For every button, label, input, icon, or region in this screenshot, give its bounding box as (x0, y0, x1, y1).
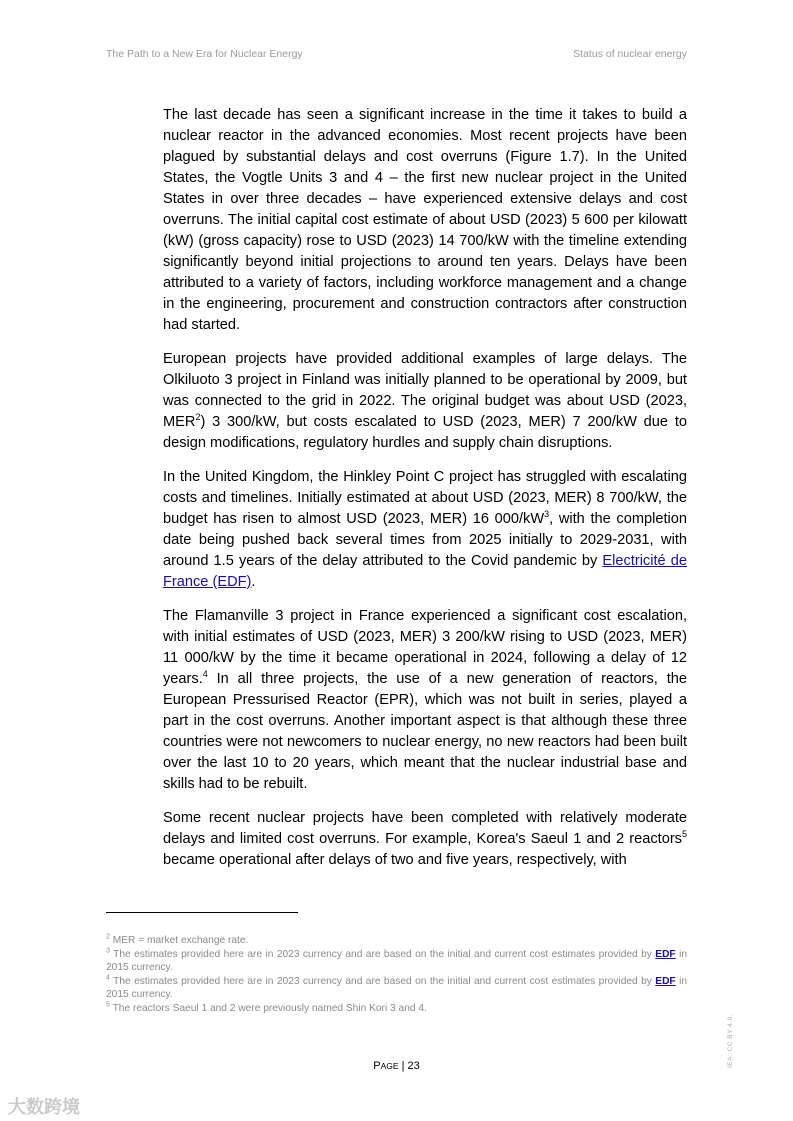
footnote-ref[interactable]: 2 (195, 412, 201, 423)
footnote-text: in 2015 currency. (106, 975, 687, 1000)
footnote-4 (106, 975, 687, 1002)
text: ) 3 300/kW, but costs escalated to USD (2023, MER) 7 200/kW due to design modifications, regulatory hurdles and supply chain disruptions. (163, 414, 687, 451)
paragraph-hinkley (163, 467, 687, 593)
running-header-title: The Path to a New Era for Nuclear Energy (106, 48, 303, 60)
text: Some recent nuclear projects have been completed with relatively moderate delays and limited cost overruns. For example, Korea's Saeul 1 and 2 reactors (163, 810, 687, 847)
text: In all three projects, the use of a new generation of reactors, the European Pressurised Reactor (EPR), which was not built in series, played a part in the cost overruns. Another important aspect is that although these three countries were not newcomers to nuclear energy, no new reactors had been built over the last 10 to 20 years, which meant that the nuclear industrial base and skills had to be rebuilt. (163, 671, 687, 792)
footnote-text: The estimates provided here are in 2023 currency and are based on the initial and current cost estimates provided by (113, 948, 656, 960)
footnote-ref[interactable]: 3 (544, 509, 550, 520)
watermark-logo: 大数跨境 (8, 1097, 80, 1117)
footnote-divider (106, 912, 298, 913)
separator: | (398, 1060, 408, 1072)
text: European projects have provided additional examples of large delays. The Olkiluoto 3 project in Finland was initially planned to be operational by 2009, but was connected to the grid in 2022. The original budget was about USD (2023, MER (163, 351, 687, 430)
page-number (0, 1060, 793, 1072)
footnote-ref[interactable]: 5 (681, 829, 687, 840)
footnote-text: in 2015 currency. (106, 948, 687, 973)
text: The Flamanville 3 project in France experienced a significant cost escalation, with initial estimates of USD (2023, MER) 3 200/kW rising to USD (2023, MER) 11 000/kW by the time it became operational in 2024, following a delay of 12 years. (163, 608, 687, 687)
footnote-number: 3 (106, 947, 110, 955)
footnote-5 (106, 1002, 687, 1016)
text: became operational after delays of two and five years, respectively, with (163, 852, 627, 868)
footnote-text: MER = market exchange rate. (112, 935, 249, 946)
paragraph-olkiluoto (163, 349, 687, 454)
footnote-2 (106, 934, 687, 948)
text: , with the completion date being pushed back several times from 2025 initially to 2029-2031, with around 1.5 years of the delay attributed to the Covid pandemic by (163, 511, 687, 569)
paragraph-saeul (163, 808, 687, 871)
edf-link[interactable]: Electricité de France (EDF) (163, 553, 687, 590)
page-label: AGE (380, 1061, 399, 1071)
body-text (163, 105, 687, 884)
footnote-ref[interactable]: 4 (202, 669, 208, 680)
page-label: P (373, 1060, 381, 1072)
edf-link[interactable]: EDF (655, 975, 676, 987)
footnote-text: The reactors Saeul 1 and 2 were previously named Shin Kori 3 and 4. (112, 1002, 427, 1014)
footnote-number: 5 (106, 1001, 110, 1009)
text: In the United Kingdom, the Hinkley Point C project has struggled with escalating costs and timelines. Initially estimated at about USD (2023, MER) 8 700/kW, the budget has risen to almost USD (2023, MER) 16 000/kW (163, 469, 687, 527)
page-num: 23 (407, 1060, 420, 1072)
edf-link[interactable]: EDF (655, 948, 676, 960)
footnote-number: 4 (106, 974, 110, 982)
footnotes (106, 934, 687, 1015)
license-note: IEA. CC BY 4.0. (727, 1014, 734, 1068)
running-header-section: Status of nuclear energy (573, 48, 687, 60)
footnote-number: 2 (106, 933, 110, 941)
footnote-text: The estimates provided here are in 2023 currency and are based on the initial and current cost estimates provided by (113, 975, 656, 987)
footnote-3 (106, 948, 687, 975)
paragraph-vogtle: The last decade has seen a significant increase in the time it takes to build a nuclear reactor in the advanced economies. Most recent projects have been plagued by substantial delays and cost overruns (Figure 1.7). In the United States, the Vogtle Units 3 and 4 – the first new nuclear project in the United States in over three decades – have experienced extensive delays and cost overruns. The initial capital cost estimate of about USD (2023) 5 600 per kilowatt (kW) (gross capacity) rose to USD (2023) 14 700/kW with the timeline extending significantly beyond initial projections to around ten years. Delays have been attributed to a variety of factors, including workforce management and a change in the engineering, procurement and construction contractors after construction had started. (163, 107, 687, 333)
text: . (251, 574, 256, 590)
paragraph-flamanville (163, 606, 687, 795)
